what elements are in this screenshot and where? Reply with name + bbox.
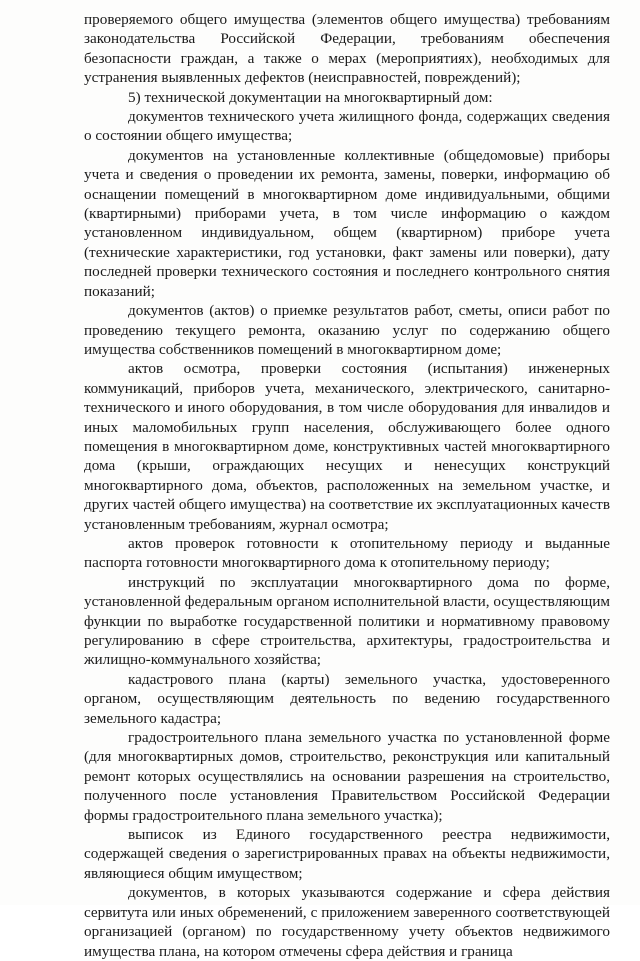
paragraph-metering-devices: документов на установленные коллективные (общедомовые) приборы учета и сведения о проведении их ремонта, замены, поверки, информацию об оснащении помещений в многоквартирном доме индивидуальными, общими (квартирными) приборами учета, в том числе информацию о каждом установленном индивидуальном, общем (квартирном) приборе учета (технические характеристики, год установки, факт замены или поверки), дату последней проверки технического состояния и последнего контрольного снятия показаний; <box>84 146 610 300</box>
paragraph-inspection-acts: актов осмотра, проверки состояния (испытания) инженерных коммуникаций, приборов учета, механического, электрического, санитарно-технического и иного оборудования, в том числе оборудования для инвалидов и иных маломобильных групп населения, обслуживающего более одного помещения в многоквартирном доме, конструктивных частей многоквартирного дома (крыши, ограждающих несущих и ненесущих конструкций многоквартирного дома, объектов, расположенных на земельном участке, и других частей общего имущества) на соответствие их эксплуатационных качеств установленным требованиям, журнал осмотра; <box>84 360 610 533</box>
paragraph-cadastral-plan: кадастрового плана (карты) земельного участка, удостоверенного органом, осуществляющим деятельность по ведению государственного земельного кадастра; <box>84 670 610 727</box>
paragraph-section-5-heading: 5) технической документации на многоквартирный дом: <box>128 88 493 106</box>
paragraph-urban-planning: градостроительного плана земельного участка по установленной форме (для многоквартирных домов, строительство, реконструкция или капитальный ремонт которых осуществлялись на основании разрешения на строительство, полученного после установления Правительством Российской Федерации формы градостроительного плана земельного участка); <box>84 729 610 824</box>
paragraph-continuation: проверяемого общего имущества (элементов общего имущества) требованиям законодательства Российской Федерации, требованиям обеспечения безопасности граждан, а также о мерах (мероприятиях), необходимых для устранения выявленных дефектов (неисправностей, повреждений); <box>84 11 610 87</box>
paragraph-technical-accounting: документов технического учета жилищного фонда, содержащих сведения о состоянии общего имущества; <box>84 108 610 145</box>
paragraph-servitude-documents: документов, в которых указываются содержание и сфера действия сервитута или иных обременений, с приложением заверенного соответствующей организацией (органом) по государственному учету объектов недвижимого имущества плана, на котором отмечены сфера действия и граница <box>84 884 610 960</box>
paragraph-heating-readiness: актов проверок готовности к отопительному периоду и выданные паспорта готовности многоквартирного дома к отопительному периоду; <box>84 534 610 572</box>
paragraph-acceptance-acts: документов (актов) о приемке результатов работ, сметы, описи работ по проведению текущего ремонта, оказанию услуг по содержанию общего имущества собственников помещений в многоквартирном доме; <box>84 302 610 358</box>
paragraph-registry-extracts: выписок из Единого государственного реестра недвижимости, содержащей сведения о зарегистрированных правах на объекты недвижимости, являющиеся общим имуществом; <box>84 826 610 882</box>
paragraph-operating-instructions: инструкций по эксплуатации многоквартирного дома по форме, установленной федеральным органом исполнительной власти, осуществляющим функции по выработке государственной политики и нормативному правовому регулированию в сфере строительства, архитектуры, градостроительства и жилищно-коммунального хозяйства; <box>84 573 611 669</box>
